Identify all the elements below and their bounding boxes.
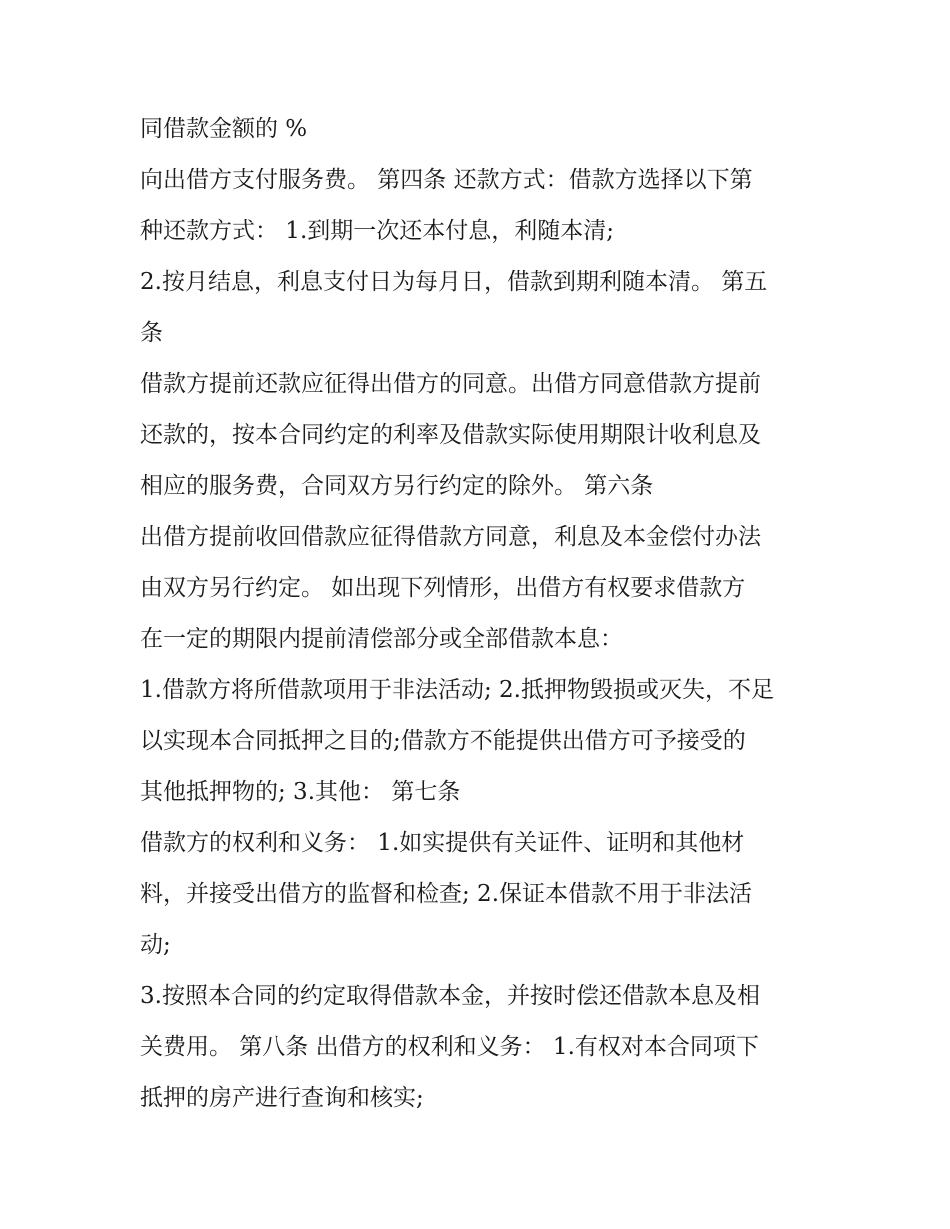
text-line: 料，并接受出借方的监督和检查; 2.保证本借款不用于非法活 <box>140 881 753 907</box>
text-line: 借款方提前还款应征得出借方的同意。出借方同意借款方提前 <box>140 371 761 397</box>
text-line: 出借方提前收回借款应征得借款方同意，利息及本金偿付办法 <box>140 524 761 550</box>
text-line: 1.借款方将所借款项用于非法活动; 2.抵押物毁损或灭失，不足 <box>140 677 774 703</box>
text-line: 相应的服务费，合同双方另行约定的除外。 第六条 <box>140 473 654 499</box>
text-line: 动; <box>140 932 171 958</box>
text-line: 2.按月结息，利息支付日为每月日，借款到期利随本清。 第五 <box>140 269 768 295</box>
text-line: 借款方的权利和义务： 1.如实提供有关证件、证明和其他材 <box>140 830 745 856</box>
text-line: 抵押的房产进行查询和核实; <box>140 1085 424 1111</box>
text-line: 以实现本合同抵押之目的;借款方不能提供出借方可予接受的 <box>140 728 746 754</box>
text-line: 其他抵押物的; 3.其他： 第七条 <box>140 779 461 805</box>
text-line: 3.按照本合同的约定取得借款本金，并按时偿还借款本息及相 <box>140 983 760 1009</box>
text-line: 在一定的期限内提前清偿部分或全部借款本息： <box>140 626 623 652</box>
text-line: 同借款金额的 % <box>140 116 308 142</box>
text-line: 由双方另行约定。 如出现下列情形，出借方有权要求借款方 <box>140 575 746 601</box>
contract-text-body <box>140 104 840 1124</box>
text-line: 种还款方式： 1.到期一次还本付息，利随本清; <box>140 218 615 244</box>
text-line: 向出借方支付服务费。 第四条 还款方式：借款方选择以下第 <box>140 167 753 193</box>
text-line: 还款的，按本合同约定的利率及借款实际使用期限计收利息及 <box>140 422 761 448</box>
text-line: 关费用。 第八条 出借方的权利和义务： 1.有权对本合同项下 <box>140 1034 759 1060</box>
text-line: 条 <box>140 320 163 346</box>
